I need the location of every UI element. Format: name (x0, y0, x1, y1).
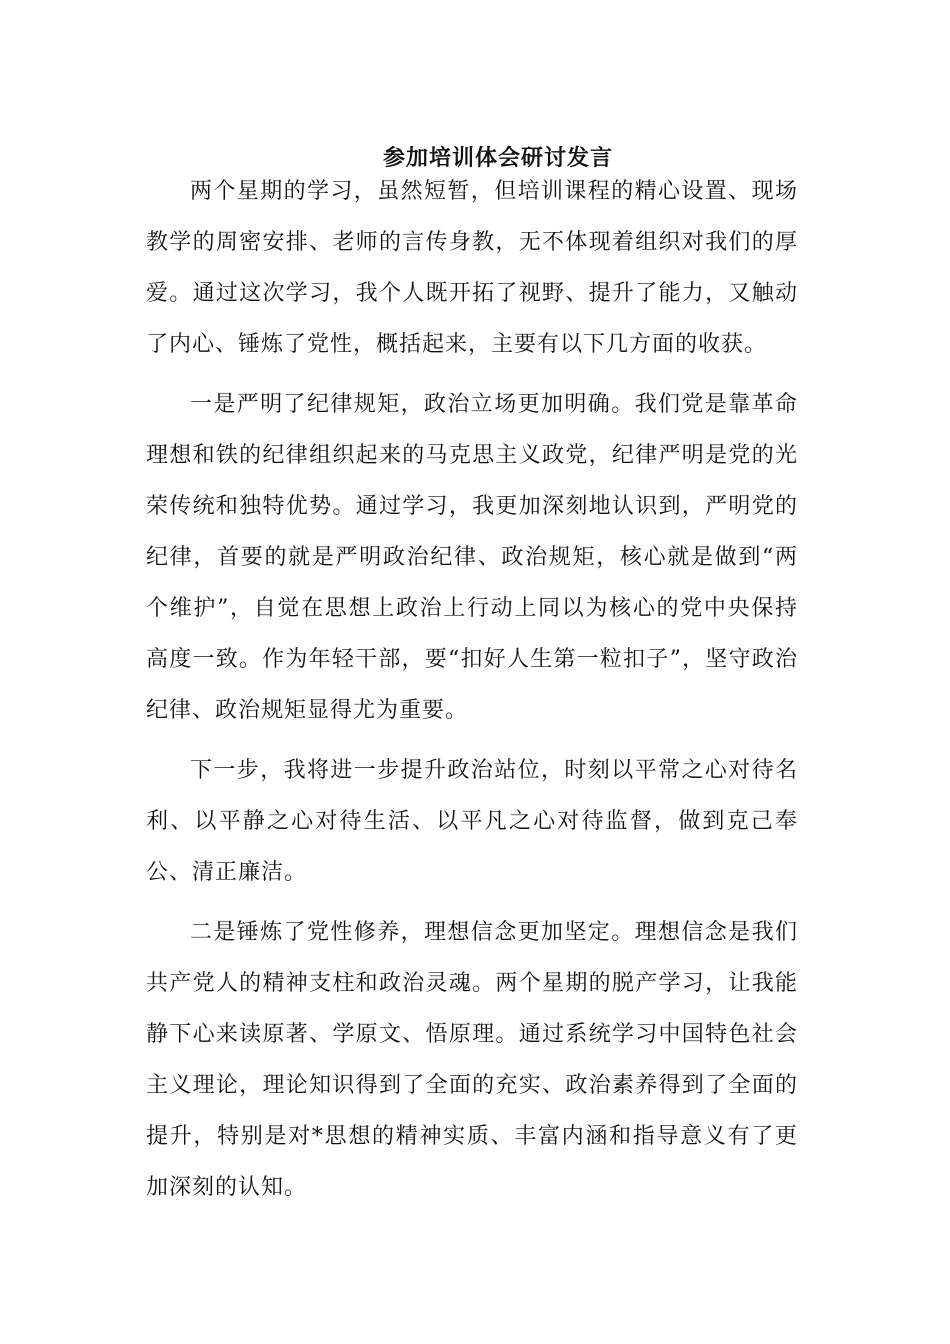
document-body (146, 166, 798, 1222)
paragraph-discipline: 一是严明了纪律规矩，政治立场更加明确。我们党是靠革命理想和铁的纪律组织起来的马克思主义政党，纪律严明是党的光荣传统和独特优势。通过学习，我更加深刻地认识到，严明党的纪律，首要的就是严明政治纪律、政治规矩，核心就是做到“两个维护”，自觉在思想上政治上行动上同以为核心的党中央保持高度一致。作为年轻干部，要“扣好人生第一粒扣子”，坚守政治纪律、政治规矩显得尤为重要。 (146, 392, 798, 723)
paragraph-next-step: 下一步，我将进一步提升政治站位，时刻以平常之心对待名利、以平静之心对待生活、以平凡之心对待监督，做到克己奉公、清正廉洁。 (146, 758, 798, 885)
paragraph-intro: 两个星期的学习，虽然短暂，但培训课程的精心设置、现场教学的周密安排、老师的言传身教，无不体现着组织对我们的厚爱。通过这次学习，我个人既开拓了视野、提升了能力，又触动了内心、锤炼了党性，概括起来，主要有以下几方面的收获。 (146, 179, 798, 357)
document-title: 参加培训体会研讨发言 (382, 145, 613, 171)
paragraph-party-spirit: 二是锤炼了党性修养，理想信念更加坚定。理想信念是我们共产党人的精神支柱和政治灵魂。两个星期的脱产学习，让我能静下心来读原著、学原文、悟原理。通过系统学习中国特色社会主义理论，理论知识得到了全面的充实、政治素养得到了全面的提升，特别是对*思想的精神实质、丰富内涵和指导意义有了更加深刻的认知。 (146, 920, 798, 1200)
